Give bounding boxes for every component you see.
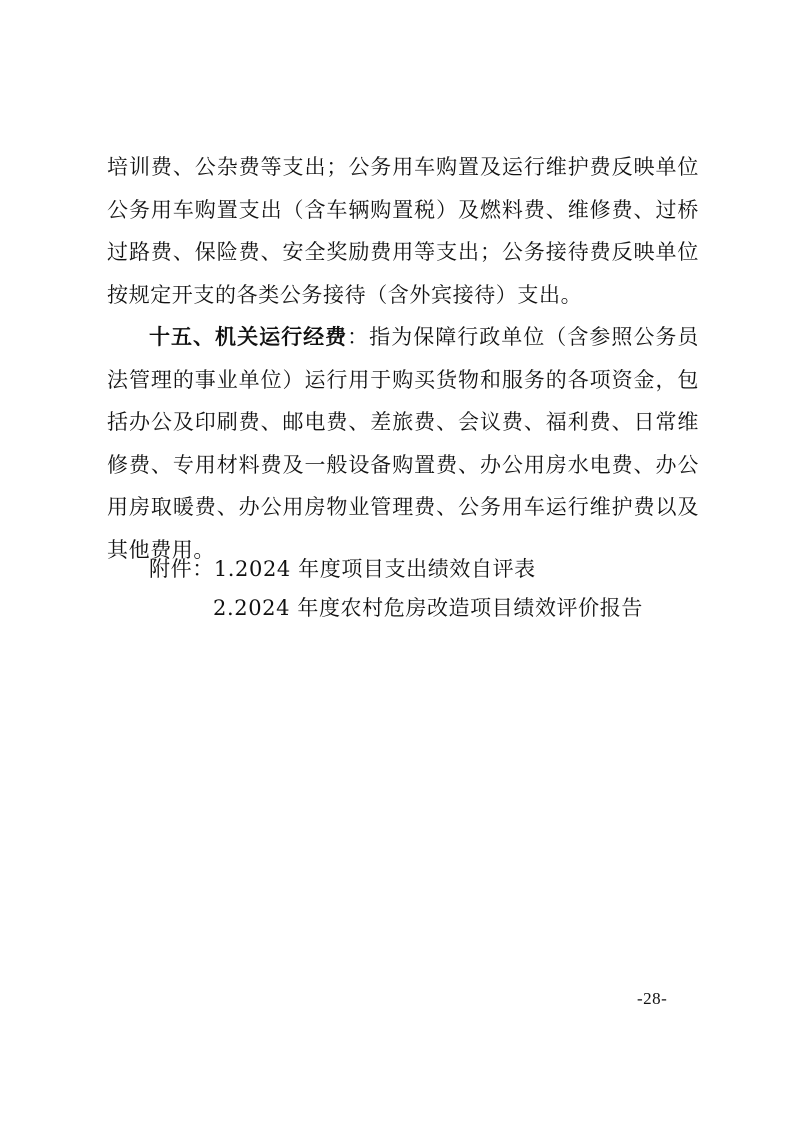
attachment-line-1 xyxy=(149,554,536,584)
term-heading: 十五、机关运行经费 xyxy=(149,325,348,349)
attachment-item: 2.2024 年度农村危房改造项目绩效评价报告 xyxy=(213,596,643,620)
body-paragraph-expense-items xyxy=(107,146,699,316)
body-paragraph-operating-expenses xyxy=(107,316,699,571)
page-number: -28- xyxy=(637,989,668,1008)
paragraph-text: 培训费、公杂费等支出；公务用车购置及运行维护费反映单位公务用车购置支出（含车辆购置税）及燃料费、维修费、过桥过路费、保险费、安全奖励费用等支出；公务接待费反映单位按规定开支的各类公务接待（含外宾接待）支出。 xyxy=(107,155,699,307)
term-definition: ：指为保障行政单位（含参照公务员法管理的事业单位）运行用于购买货物和服务的各项资金，包括办公及印刷费、邮电费、差旅费、会议费、福利费、日常维修费、专用材料费及一般设备购置费、办公用房水电费、办公用房取暖费、办公用房物业管理费、公务用车运行维护费以及其他费用。 xyxy=(107,325,699,562)
attachment-line-2 xyxy=(213,593,643,623)
attachment-item: 1.2024 年度项目支出绩效自评表 xyxy=(213,557,536,581)
attachment-label: 附件： xyxy=(149,557,214,581)
